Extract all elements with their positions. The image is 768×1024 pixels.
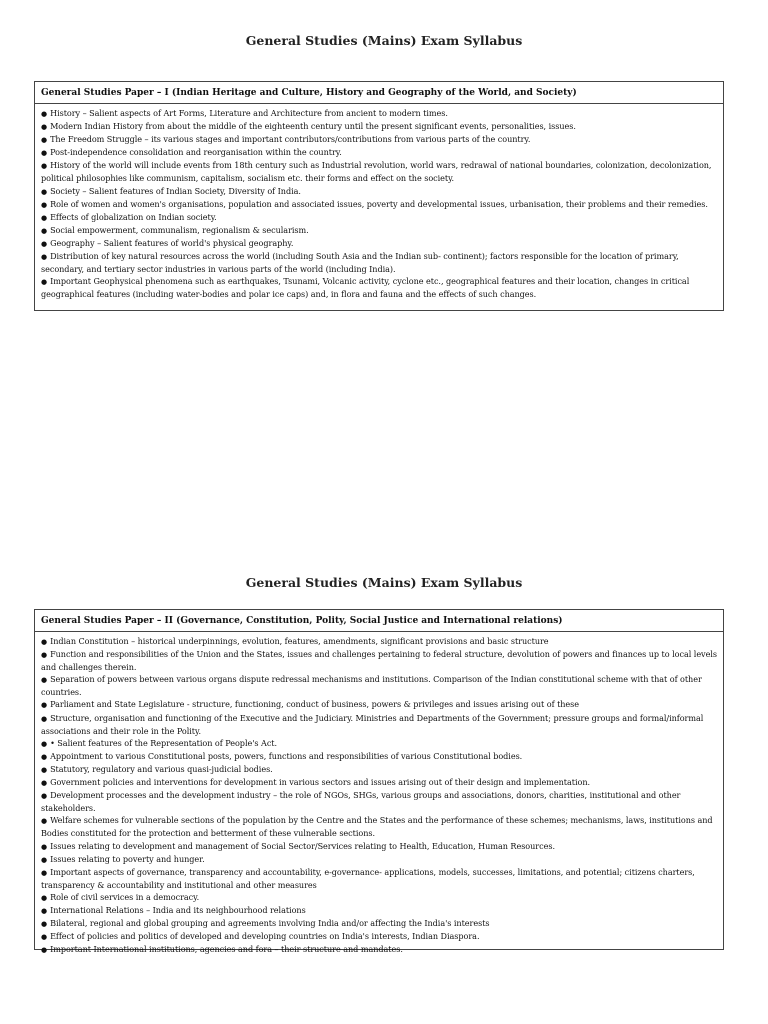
list-item-text: Important Geophysical phenomena such as earthquakes, Tsunami, Volcanic activity, cyclone etc., geographical features and their location, changes in critical geographical features (including water-bodies and polar ice caps) and, in flora and fauna and the effects of such changes. (41, 276, 690, 300)
bullet-icon: ● (41, 841, 48, 851)
list-item (41, 120, 717, 133)
paper-scope: (Governance, Constitution, Polity, Social Justice and International relations) (176, 616, 563, 626)
bullet-icon: ● (41, 252, 48, 262)
list-item-text: Statutory, regulatory and various quasi-judicial bodies. (50, 763, 273, 774)
bullet-icon: ● (41, 238, 48, 248)
list-item (41, 107, 717, 120)
list-item (41, 866, 717, 891)
list-item (41, 776, 717, 789)
list-item (41, 159, 717, 184)
bullet-icon: ● (41, 713, 48, 723)
list-item-text: Parliament and State Legislature - structure, functioning, conduct of business, powers & privileges and issues arising out of these (50, 699, 580, 710)
list-item (41, 891, 717, 904)
list-item (41, 750, 717, 763)
list-item-text: Effect of policies and politics of developed and developing countries on India's interests, Indian Diaspora. (50, 931, 480, 942)
bullet-icon: ● (41, 186, 48, 196)
list-item-text: Indian Constitution – historical underpinnings, evolution, features, amendments, significant provisions and basic structure (50, 636, 549, 646)
bullet-icon: ● (41, 945, 48, 955)
list-item-text: Function and responsibilities of the Union and the States, issues and challenges pertaining to federal structure, devolution of powers and finances up to local levels and challenges therein. (41, 649, 717, 673)
paper-2-box (34, 609, 724, 955)
bullet-icon: ● (41, 791, 48, 801)
bullet-icon: ● (41, 675, 48, 685)
bullet-icon: ● (41, 778, 48, 788)
list-item-text: Bilateral, regional and global grouping and agreements involving India and/or affecting the India's interests (50, 918, 490, 929)
bullet-icon: ● (41, 751, 48, 761)
list-item-text: Modern Indian History from about the middle of the eighteenth century until the present significant events, personalities, issues. (50, 121, 576, 132)
list-item (41, 648, 717, 673)
paper-scope: (Indian Heritage and Culture, History and Geography of the World, and Society) (171, 88, 577, 98)
bullet-icon: ● (41, 764, 48, 774)
bullet-icon: ● (41, 199, 48, 209)
bullet-icon: ● (41, 637, 48, 646)
list-item-text: Separation of powers between various organs dispute redressal mechanisms and institutions. Comparison of the Indian constitutional scheme with that of other countries. (41, 674, 702, 698)
list-item-text: • Salient features of the Representation of People's Act. (50, 737, 278, 748)
bullet-icon: ● (41, 932, 48, 942)
list-item (41, 930, 717, 943)
list-item (41, 250, 717, 275)
paper-label: General Studies Paper – I (41, 88, 169, 98)
paper-2-heading (35, 610, 723, 632)
list-item (41, 224, 717, 237)
bullet-icon: ● (41, 919, 48, 929)
bullet-icon: ● (41, 135, 48, 145)
list-item-text: Role of civil services in a democracy. (50, 891, 200, 902)
list-item (41, 763, 717, 776)
list-item-text: Post-independence consolidation and reorganisation within the country. (50, 147, 342, 158)
list-item-text: Issues relating to development and management of Social Sector/Services relating to Health, Education, Human Resources. (50, 840, 555, 851)
list-item (41, 840, 717, 853)
list-item-text: Appointment to various Constitutional posts, powers, functions and responsibilities of various Constitutional bodies. (50, 750, 523, 761)
list-item-text: History of the world will include events from 18th century such as Industrial revolution, world wars, redrawal of national boundaries, colonization, decolonization, political philosophies like communism, capitalism, socialism etc. their forms and effect on the society. (41, 160, 712, 184)
list-item (41, 904, 717, 917)
list-item-text: Issues relating to poverty and hunger. (50, 853, 205, 864)
list-item (41, 275, 717, 300)
bullet-icon: ● (41, 148, 48, 158)
list-item (41, 853, 717, 866)
list-item-text: Government policies and interventions for development in various sectors and issues arising out of their design and implementation. (50, 777, 591, 788)
bullet-icon: ● (41, 905, 48, 915)
list-item (41, 185, 717, 198)
list-item (41, 814, 717, 839)
list-item (41, 943, 717, 956)
list-item (41, 673, 717, 698)
list-item (41, 146, 717, 159)
list-item-text: International Relations – India and its neighbourhood relations (50, 904, 306, 915)
bullet-icon: ● (41, 161, 48, 171)
bullet-icon: ● (41, 854, 48, 864)
bullet-icon: ● (41, 122, 48, 132)
list-item-text: Development processes and the development industry – the role of NGOs, SHGs, various groups and associations, donors, charities, institutional and other stakeholders. (41, 790, 681, 814)
list-item (41, 133, 717, 146)
list-item (41, 698, 717, 711)
page-title: General Studies (Mains) Exam Syllabus (245, 575, 523, 590)
bullet-icon: ● (41, 892, 48, 902)
list-item (41, 198, 717, 211)
list-item-text: Effects of globalization on Indian society. (50, 211, 217, 222)
list-item (41, 237, 717, 250)
bullet-icon: ● (41, 738, 48, 748)
list-item-text: Social empowerment, communalism, regionalism & secularism. (50, 224, 309, 235)
bullet-icon: ● (41, 212, 48, 222)
paper-label: General Studies Paper – II (41, 616, 173, 626)
list-item-text: Society – Salient features of Indian Society, Diversity of India. (50, 185, 301, 196)
list-item (41, 211, 717, 224)
list-item-text: The Freedom Struggle – its various stages and important contributors/contributions from various parts of the country. (50, 134, 531, 145)
list-item (41, 737, 717, 750)
list-item (41, 917, 717, 930)
syllabus-list (35, 104, 723, 300)
bullet-icon: ● (41, 277, 48, 287)
bullet-icon: ● (41, 867, 48, 877)
list-item (41, 635, 717, 648)
list-item-text: Welfare schemes for vulnerable sections of the population by the Centre and the States and the performance of these schemes; mechanisms, laws, institutions and Bodies constituted for the protection and betterment of these vulnerable sections. (41, 815, 713, 839)
bullet-icon: ● (41, 109, 48, 118)
list-item-text: Important International institutions, agencies and fora – their structure and mandates. (50, 944, 403, 955)
list-item (41, 712, 717, 737)
list-item-text: Distribution of key natural resources across the world (including South Asia and the Indian sub- continent); factors responsible for the location of primary, secondary, and tertiary sector industries in various parts of the world (including India). (41, 251, 679, 275)
list-item-text: Important aspects of governance, transparency and accountability, e-governance- applications, models, successes, limitations, and potential; citizens charters, transparency & accountability and institutional and other measures (41, 866, 695, 890)
bullet-icon: ● (41, 816, 48, 826)
bullet-icon: ● (41, 225, 48, 235)
page-title: General Studies (Mains) Exam Syllabus (245, 33, 523, 48)
list-item-text: Role of women and women's organisations, population and associated issues, poverty and developmental issues, urbanisation, their problems and their remedies. (50, 198, 708, 209)
list-item-text: History – Salient aspects of Art Forms, Literature and Architecture from ancient to modern times. (50, 108, 448, 118)
syllabus-list (35, 632, 723, 956)
list-item-text: Structure, organisation and functioning of the Executive and the Judiciary. Ministries and Departments of the Government; pressure groups and formal/informal associations and their role in the Polity. (41, 712, 704, 736)
paper-1-box (34, 81, 724, 311)
list-item-text: Geography – Salient features of world's physical geography. (50, 237, 294, 248)
list-item (41, 789, 717, 814)
bullet-icon: ● (41, 700, 48, 710)
bullet-icon: ● (41, 650, 48, 660)
paper-1-heading (35, 82, 723, 104)
